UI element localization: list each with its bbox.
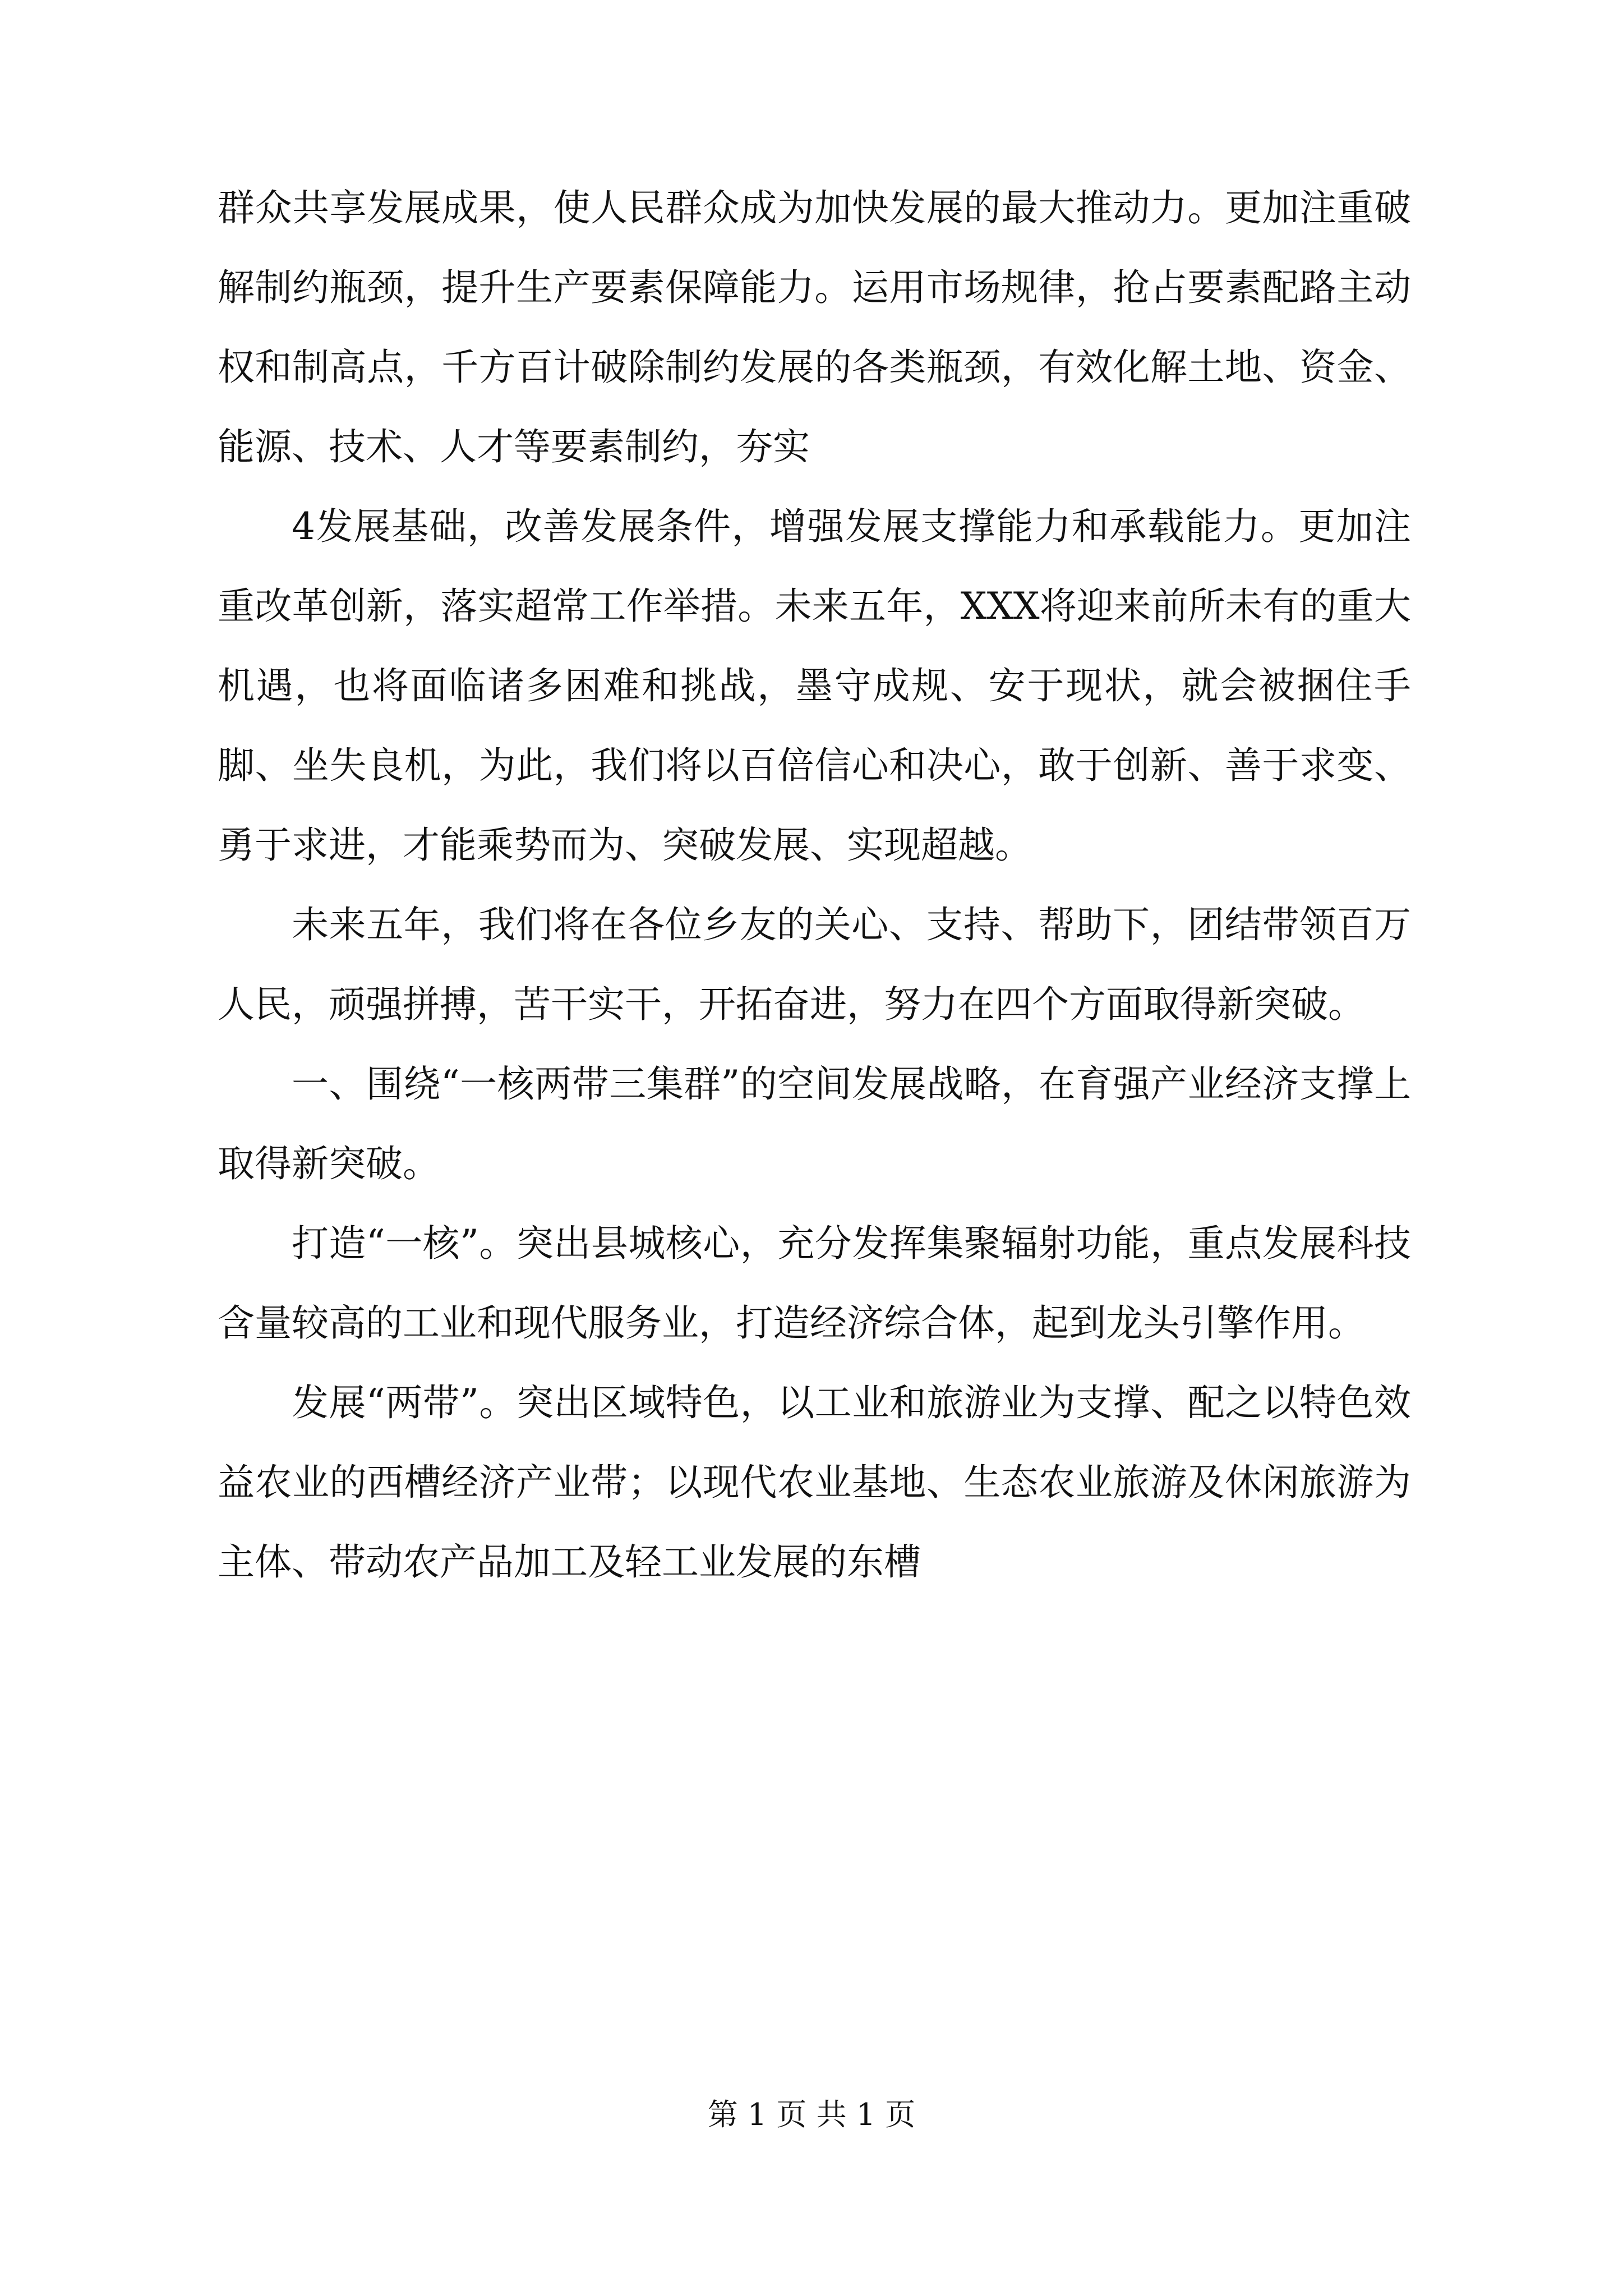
page-footer: 第 1 页 共 1 页: [707, 2097, 916, 2132]
paragraph-3: 未来五年，我们将在各位乡友的关心、支持、帮助下，团结带领百万人民，顽强拼搏，苦干实干，开拓奋进，努力在四个方面取得新突破。: [218, 903, 1411, 1026]
paragraph-5: 打造“一核”。突出县城核心，充分发挥集聚辐射功能，重点发展科技含量较高的工业和现代服务业，打造经济综合体，起到龙头引擎作用。: [218, 1222, 1411, 1345]
paragraph-2: 4发展基础，改善发展条件，增强发展支撑能力和承载能力。更加注重改革创新，落实超常工作举措。未来五年，XXX将迎来前所未有的重大机遇，也将面临诸多困难和挑战，墨守成规、安于现状，就会被捆住手脚、坐失良机，为此，我们将以百倍信心和决心，敢于创新、善于求变、勇于求进，才能乘势而为、突破发展、实现超越。: [218, 505, 1411, 867]
paragraph-1: 群众共享发展成果，使人民群众成为加快发展的最大推动力。更加注重破解制约瓶颈，提升生产要素保障能力。运用市场规律，抢占要素配路主动权和制高点，千方百计破除制约发展的各类瓶颈，有效化解土地、资金、能源、技术、人才等要素制约，夯实: [218, 186, 1411, 468]
paragraph-4: 一、围绕“一核两带三集群”的空间发展战略，在育强产业经济支撑上取得新突破。: [218, 1062, 1411, 1185]
document-body: [218, 168, 1411, 1602]
paragraph-6: 发展“两带”。突出区域特色，以工业和旅游业为支撑、配之以特色效益农业的西槽经济产业带；以现代农业基地、生态农业旅游及休闲旅游为主体、带动农产品加工及轻工业发展的东槽: [218, 1381, 1411, 1584]
